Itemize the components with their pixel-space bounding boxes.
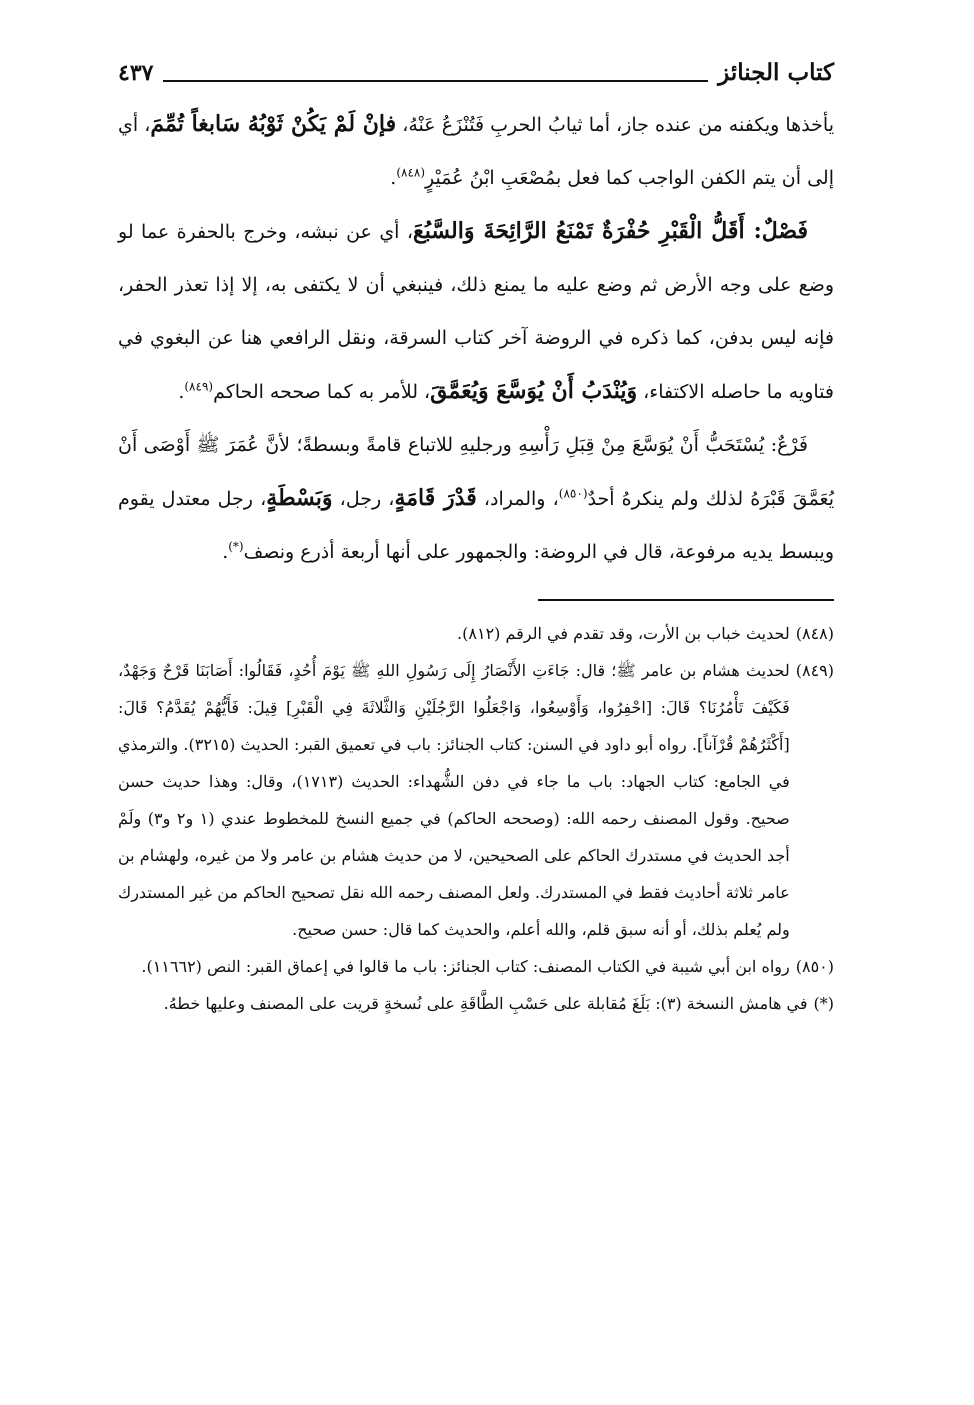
footnote-850 xyxy=(118,948,834,985)
footnote-ref[interactable]: (٨٤٩) xyxy=(184,379,214,394)
text-segment: . xyxy=(222,541,229,563)
matn-text: قَدْرَ قَامَةٍ xyxy=(394,485,477,511)
text-segment: ، رجل معتدل يقوم ويبسط يديه مرفوعة، قال في الروضة: والجمهور على أنها أربعة أذرع ونصف xyxy=(118,488,834,563)
book-page xyxy=(118,40,834,1370)
text-segment: ، للأمر به كما صححه الحاكم xyxy=(213,381,431,403)
footnote-number: (٨٥٠) xyxy=(795,957,834,976)
text-segment: . xyxy=(178,381,185,403)
footnote-text: في هامش النسخة (٣): بَلَغَ مُقابلة على حَسْبِ الطَّاقَةِ على نُسخةٍ قريت على المصنف وعليها خطهُ. xyxy=(163,994,808,1013)
text-segment: ، والمراد، xyxy=(476,488,559,510)
matn-text: وَبَسْطَةٍ xyxy=(266,485,333,511)
text-segment: يأخذها ويكفنه من عنده جاز، أما ثيابُ الحربِ فَتُنْزَعُ عَنْهُ، xyxy=(396,114,834,136)
text-segment: ، أي عن نبشه، وخرج بالحفرة عما لو وضع على وجه الأرض ثم وضع عليه ما يمنع ذلك، فينبغي أن لا يكتفى به، إلا إذا تعذر الحفر، فإنه ليس بدفن، كما ذكره في الروضة آخر كتاب السرقة، ونقل الرافعي هنا عن البغوي في فتاويه ما حاصله الاكتفاء، xyxy=(118,221,834,403)
text-segment: ، رجل، xyxy=(332,488,395,510)
page-number: ٤٣٧ xyxy=(118,60,154,86)
footnote-number: (*) xyxy=(813,994,834,1013)
footnote-text: لحديث خباب بن الأرت، وقد تقدم في الرقم (٨١٢). xyxy=(457,624,790,643)
text-segment: ، أي إلى أن يتم الكفن الواجب كما فعل بمُصْعَبِ ابْنُ عُمَيْرٍ xyxy=(118,114,834,189)
chapter-title: كتاب الجنائز xyxy=(718,59,834,86)
running-header xyxy=(118,40,834,88)
paragraph-1 xyxy=(118,98,834,205)
footnote-number: (٨٤٩) xyxy=(795,661,834,680)
footnote-ref[interactable]: (٨٤٨) xyxy=(396,165,426,180)
paragraph-2 xyxy=(118,205,834,419)
matn-text: فإنْ لَمْ يَكُنْ ثَوْبُهُ سَابغاً تُمِّمَ xyxy=(150,111,397,137)
footnote-text: لحديث هشام بن عامر ﷺ؛ قال: جَاءَتِ الأَنْصَارُ إِلَى رَسُولِ اللهِ ﷺ يَوْمَ أُحُدٍ، فَقَالُوا: أَصَابَنَا قَرْحٌ وَجَهْدٌ، فَكَيْفَ تَأْمُرُنَا؟ قَالَ: [احْفِرُوا، وَأَوْسِعُوا، وَاجْعَلُوا الرَّجُلَيْنِ وَالثَّلاثَةَ فِي الْقَبْرِ] قِيلَ: فَأَيُّهُمْ يُقَدَّمُ؟ قَالَ: [أَكْثَرُهُمْ قُرْآناً]. رواه أبو داود في السنن: كتاب الجنائز: باب في تعميق القبر: الحديث (٣٢١٥). والترمذي في الجامع: كتاب الجهاد: باب ما جاء في دفن الشُّهداء: الحديث (١٧١٣)، وقال: وهذا حديث حسن صحيح. وقول المصنف رحمه الله: (وصححه الحاكم) في جميع النسخ للمخطوط عندي (١ و٢ و٣) ولَمْ أجد الحديث في مستدرك الحاكم على الصحيحين، لا من حديث هشام بن عامر ولا من غيره، ولهشام بن عامر ثلاثة أحاديث فقط في المستدرك. ولعل المصنف رحمه الله نقل تصحيح الحاكم من غير المستدرك ولم يُعلم بذلك، أو أنه سبق قلم، والله أعلم، والحديث كما قال: حسن صحيح. xyxy=(118,661,790,939)
matn-text: وَيُنْدَبُ أَنْ يُوَسَّعَ وَيُعَمَّقَ xyxy=(430,378,638,404)
footnote-ref[interactable]: (*) xyxy=(228,539,244,554)
matn-text: فَصْلٌ: أَقَلُّ الْقَبْرِ حُفْرَةٌ تَمْنَعُ الرَّائِحَةَ وَالسَّبُعَ xyxy=(413,218,808,244)
paragraph-3 xyxy=(118,419,834,579)
footnote-number: (٨٤٨) xyxy=(795,624,834,643)
text-segment: فَرْعٌ: يُسْتَحَبُّ أَنْ يُوَسَّعَ مِنْ قِبَلِ رَأْسِهِ ورجليهِ للاتباع قامةً وبسطةً؛ لأنَّ عُمَرَ ﷺ أَوْصَى أَنْ يُعَمَّقَ قَبْرَهُ لذلك ولم ينكرهُ أحدٌ xyxy=(118,434,835,510)
text-segment: . xyxy=(390,167,397,189)
footnote-text: رواه ابن أبي شيبة في الكتاب المصنف: كتاب الجنائز: باب ما قالوا في إعماق القبر: النص (١١٦٦٢). xyxy=(141,957,790,976)
footnote-star xyxy=(118,985,834,1022)
footnote-849 xyxy=(118,652,834,948)
footnote-ref[interactable]: (٨٥٠) xyxy=(558,486,588,501)
footnote-848 xyxy=(118,615,834,652)
footnotes xyxy=(118,615,834,1022)
header-rule xyxy=(163,80,708,82)
main-text xyxy=(118,98,834,579)
footnote-separator xyxy=(538,599,834,601)
